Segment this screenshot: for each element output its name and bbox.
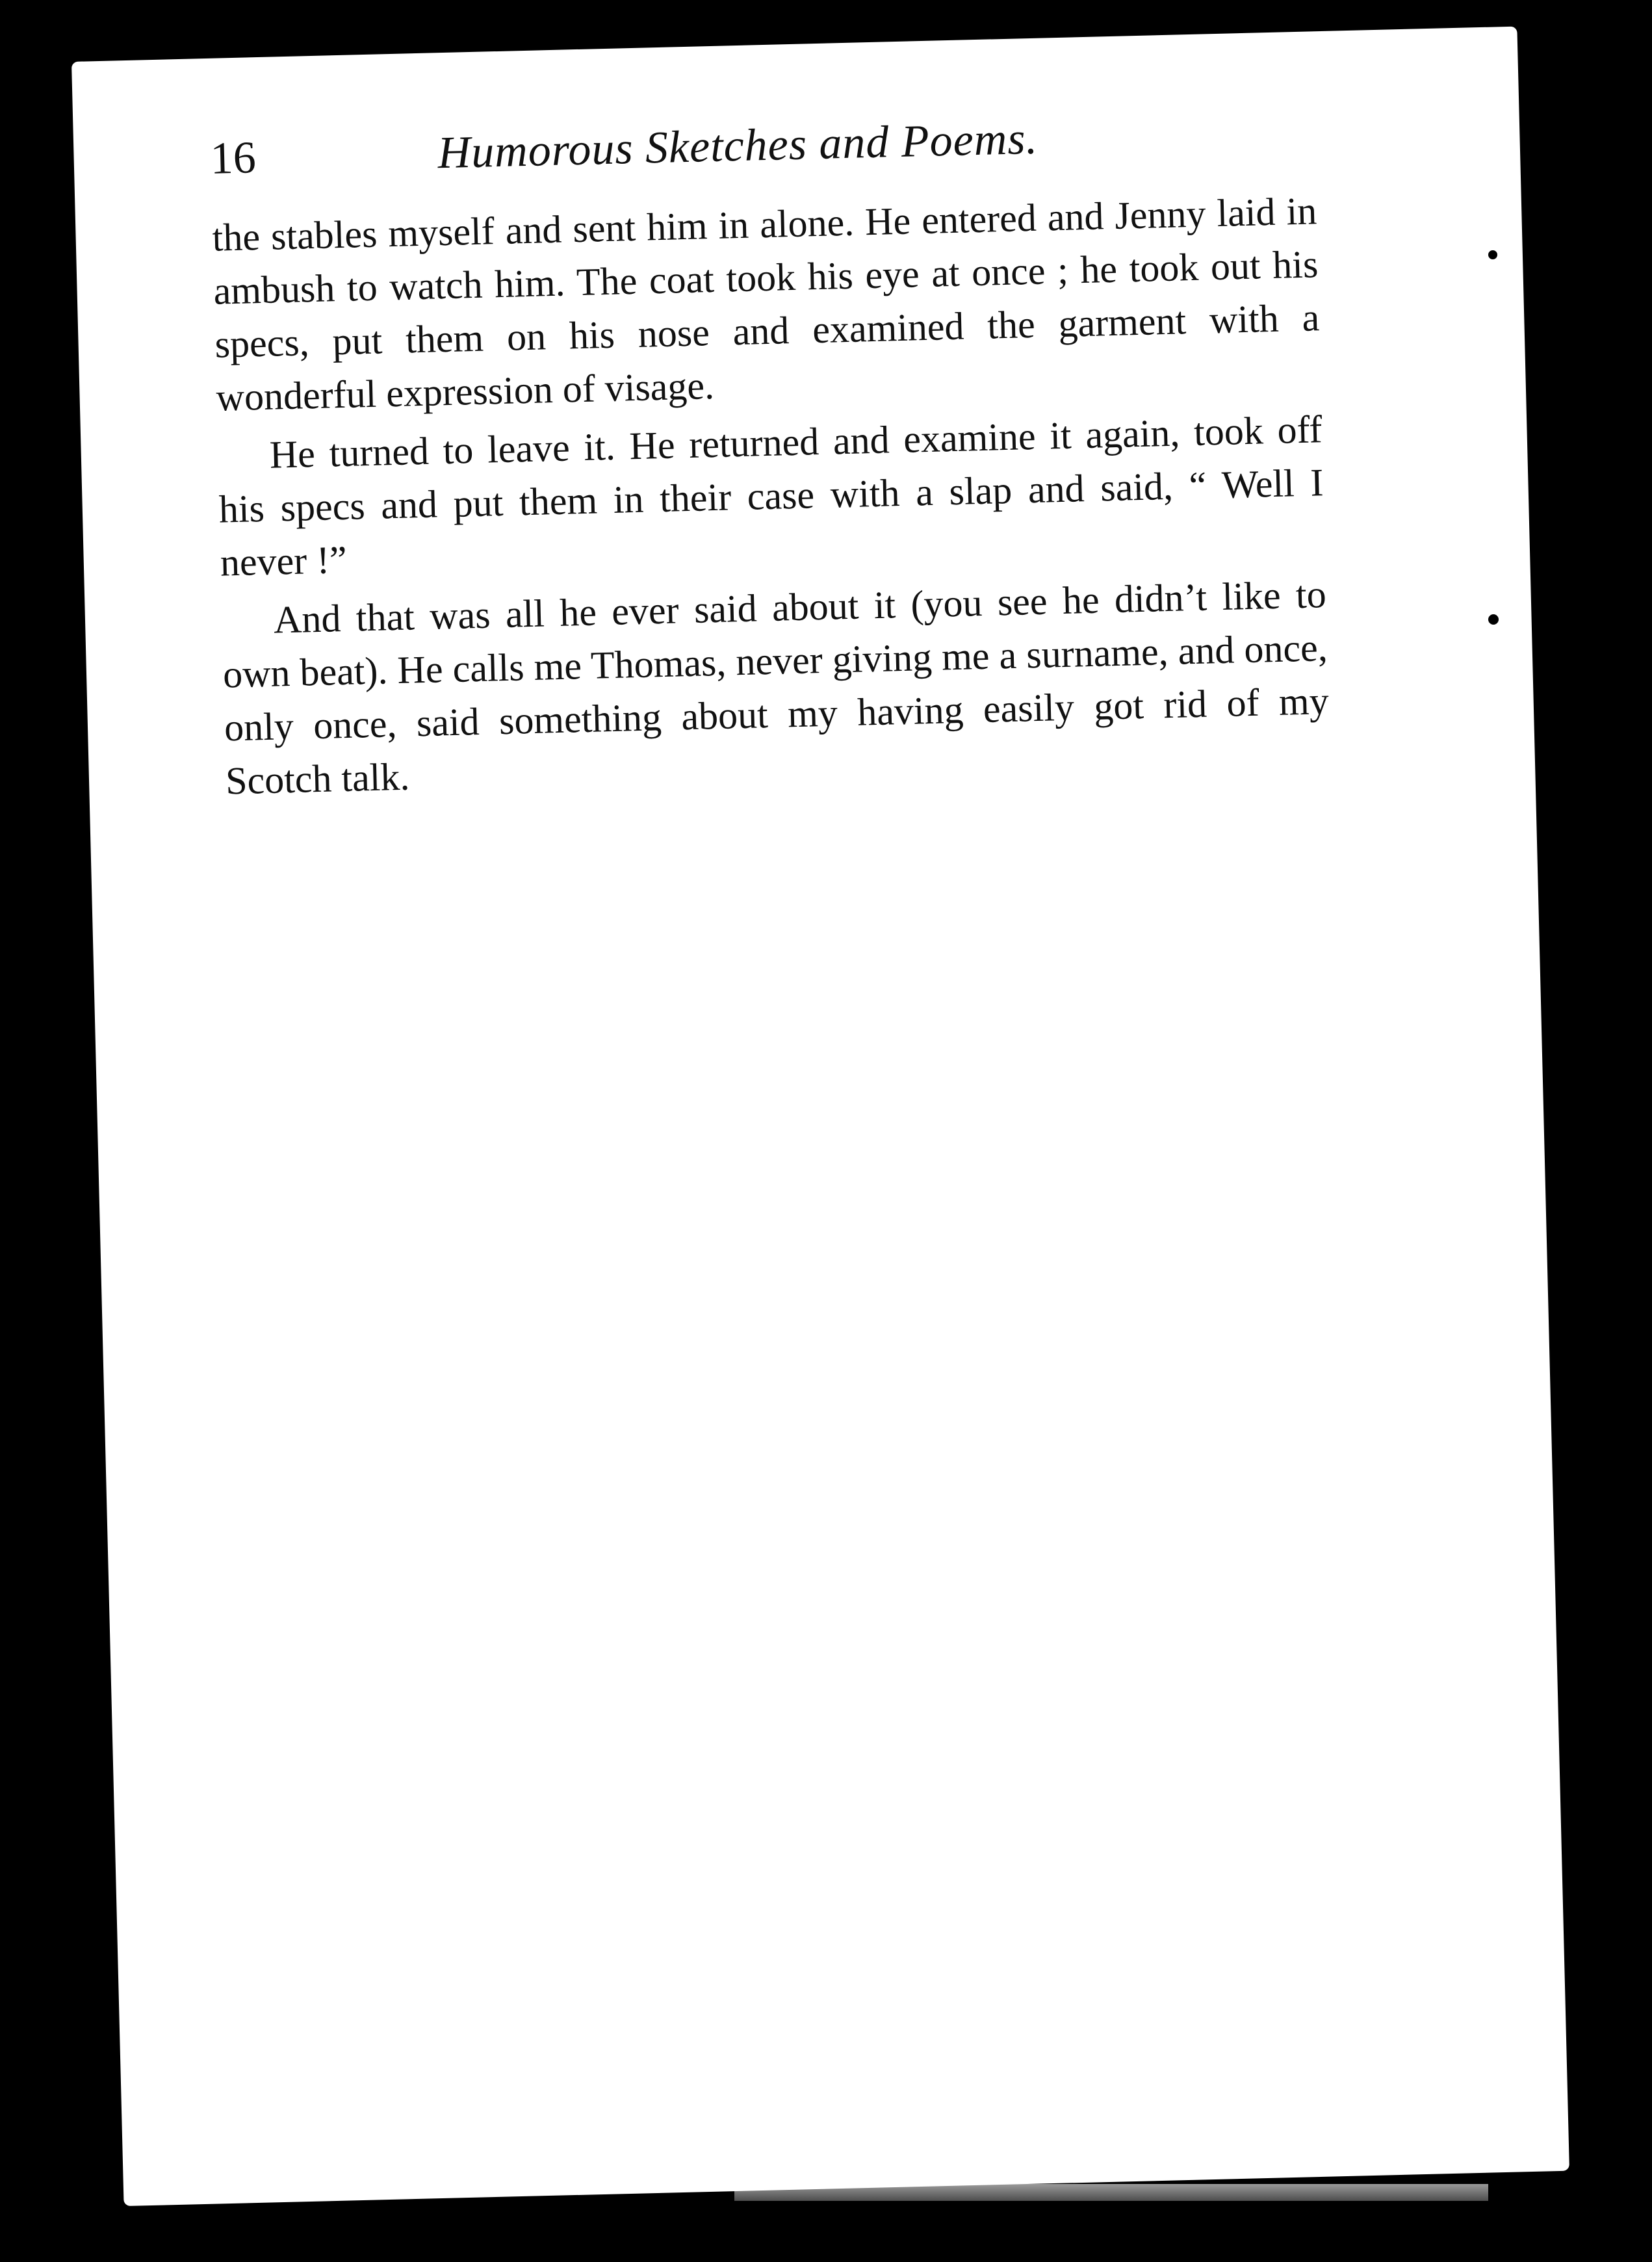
running-title: Humorous Sketches and Poems. bbox=[437, 113, 1039, 179]
paragraph: He turned to leave it. He returned and examine it again, took off his specs and put them in their case with a slap and said, “ Well I never !” bbox=[218, 408, 1324, 584]
book-page bbox=[71, 27, 1569, 2206]
paragraph: the stables myself and sent him in alone. He entered and Jenny laid in ambush to watch him. The coat took his eye at once ; he took out his specs, put them on his nose and examined the garment with a wonderful expression of visage. bbox=[211, 189, 1320, 419]
body-text bbox=[212, 184, 1331, 812]
scan-speck bbox=[1488, 614, 1499, 625]
page-number: 16 bbox=[209, 133, 257, 184]
paragraph: And that was all he ever said about it (you see he didn’t like to own beat). He calls me Thomas, never giving me a surname, and once, only once, said something about my having easily got rid of my Scotch talk. bbox=[222, 573, 1330, 803]
scan-speck bbox=[1488, 250, 1497, 259]
